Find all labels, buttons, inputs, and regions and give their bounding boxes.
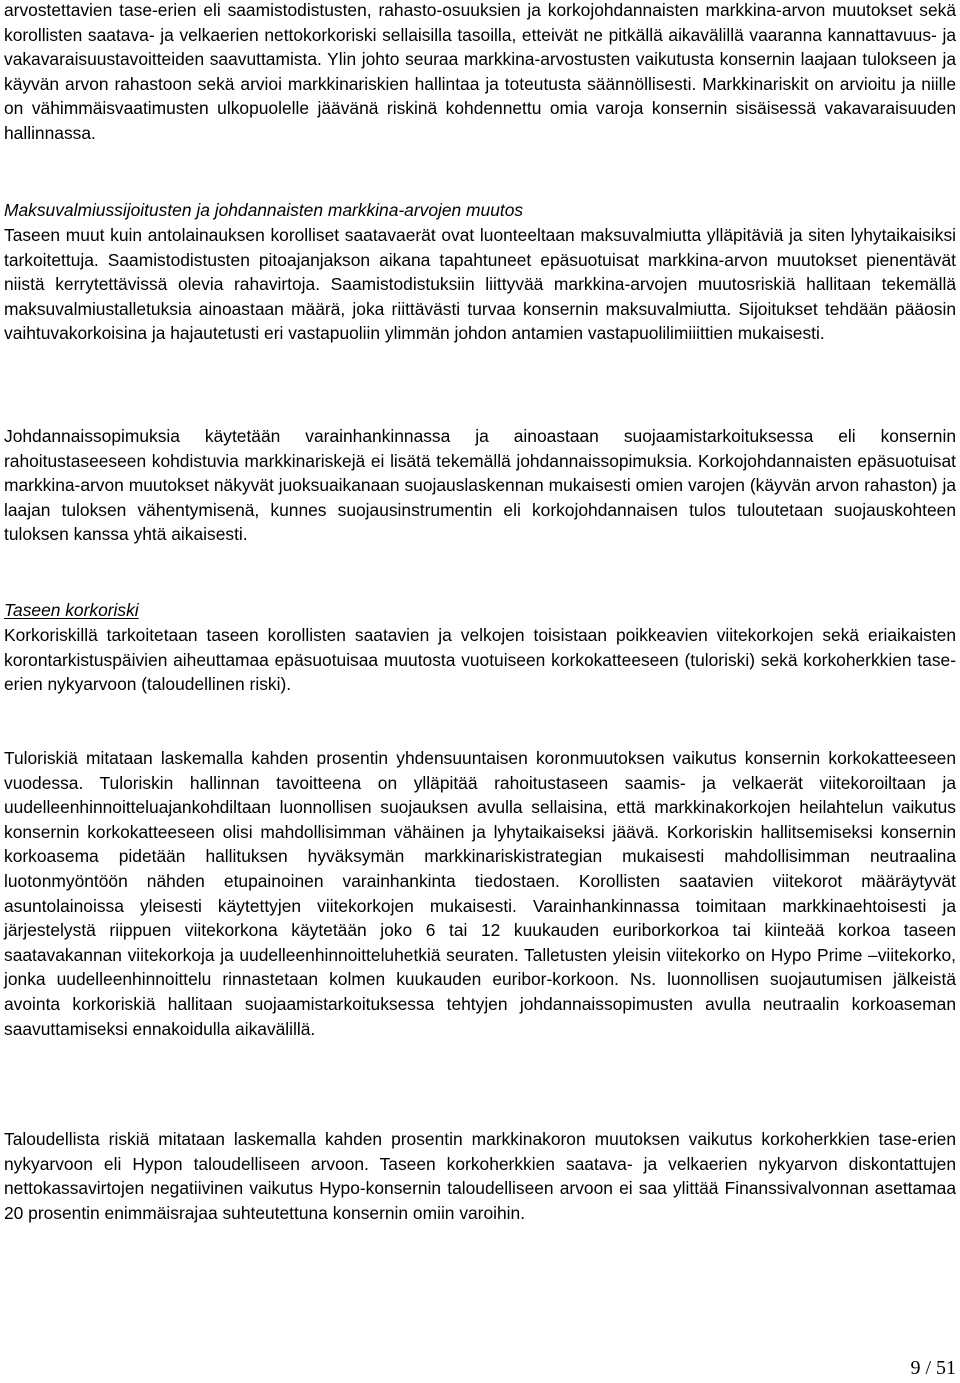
paragraph-market-risk-intro: arvostettavien tase-erien eli saamistodistusten, rahasto-osuuksien ja korkojohdannaisten markkina-arvon muutokset sekä korollisten saatava- ja velkaerien nettokorkoriski sellaisilla tasoilla, etteivät ne pitkällä aikavälillä vaaranna kannattavuus- ja vakavaraisuustavoitteiden saavuttamista. Ylin johto seuraa markkina-arvostusten vaikutusta konsernin laajaan tulokseen ja käyvän arvon rahastoon sekä arvioi markkinariskien hallintaa ja toteutusta säännöllisesti. Markkinariskit on arvioitu ja niille on vähimmäisvaatimusten ulkopuolelle jäävänä riskinä kohdennettu omia varoja konsernin sisäisessä vakavaraisuuden hallinnassa. bbox=[4, 0, 956, 143]
section-heading-interest-rate-risk: Taseen korkoriski bbox=[4, 600, 139, 620]
paragraph-income-risk: Tuloriskiä mitataan laskemalla kahden prosentin yhdensuuntaisen koronmuutoksen vaikutus konsernin korkokatteeseen vuodessa. Tuloriskin hallinnan tavoitteena on ylläpitää rahoitustaseen saamis- ja velkaerät viitekoroiltaan ja uudelleenhinnoitteluajankohdiltaan luonnollisen suojauksen avulla sellaisina, että markkinakorkojen heilahtelun vaikutus konsernin korkokatteeseen olisi mahdollisimman vähäinen ja lyhytaikaiseksi jäävä. Korkoriskin hallitsemiseksi konsernin korkoasema pidetään hallituksen hyväksymän markkinariskistrategian mukaisesti mahdollisimman neutraalina luotonmyöntöön nähden etupainoinen varainhankinta tiedostaen. Korollisten saatavien viitekorot määräytyvät asuntolainoissa yleisesti käytettyjen viitekorkojen mukaisesti. Varainhankinnassa toimitaan markkinaehtoisesti ja järjestelystä riippuen viitekorkona käytetään joko 6 tai 12 kuukauden euriborkorkoa tai kiinteää korkoa taseen saatavakannan viitekorkoja ja uudelleenhinnoitteluhetkiä seuraten. Talletusten yleisin viitekorko on Hypo Prime –viitekorko, jonka uudelleenhinnoittelu rinnastetaan kolmen kuukauden euribor-korkoon. Ns. luonnollisen suojautumisen jälkeistä avointa korkoriskiä hallitaan suojaamistarkoituksessa tehtyjen johdannaissopimusten avulla neutraalin korkoaseman saavuttamiseksi ennakoidulla aikavälillä. bbox=[4, 748, 956, 1039]
page-number: 9 / 51 bbox=[910, 1357, 956, 1379]
paragraph-interest-rate-risk-definition: Korkoriskillä tarkoitetaan taseen korollisten saatavien ja velkojen toisistaan poikkeavien viitekorkojen sekä eriaikaisten korontarkistuspäivien aiheuttamaa epäsuotuisaa muutosta vuotuiseen korkokatteeseen (tuloriski) sekä korkoherkkien tase-erien nykyarvoon (taloudellinen riski). bbox=[4, 625, 956, 695]
section-heading-liquidity-investments: Maksuvalmiussijoitusten ja johdannaisten markkina-arvojen muutos bbox=[4, 200, 524, 220]
paragraph-derivatives: Johdannaissopimuksia käytetään varainhankinnassa ja ainoastaan suojaamistarkoituksessa eli konsernin rahoitustaseeseen kohdistuvia markkinariskejä ei lisätä tekemällä johdannaissopimuksia. Korkojohdannaisten epäsuotuisat markkina-arvon muutokset näkyvät juoksuaikanaan suojauslaskennan mukaisesti omien varojen (käyvän arvon rahaston) ja laajan tuloksen vähentymisenä, kunnes suojausinstrumentin eli korkojohdannaisen tulos tuloutetaan suojauskohteen tuloksen kanssa yhtä aikaisesti. bbox=[4, 426, 956, 545]
paragraph-liquidity-investments: Taseen muut kuin antolainauksen korolliset saatavaerät ovat luonteeltaan maksuvalmiutta ylläpitäviä ja siten lyhytaikaisiksi tarkoitettuja. Saamistodistusten pitoajanjakson aikana tapahtuneet epäsuotuisat markkina-arvon muutokset pienentävät niistä kerrytettävissä olevia rahavirtoja. Saamistodistuksiin liittyvää markkina-arvojen muutosriskiä hallitaan tekemällä maksuvalmiustalletuksia ainoastaan määrä, joka riittävästi turvaa konsernin maksuvalmiutta. Sijoitukset tehdään pääosin vaihtuvakorkoisina ja hajautetusti eri vastapuoliin ylimmän johdon antamien vastapuolilimiiittien mukaisesti. bbox=[4, 225, 956, 344]
paragraph-economic-risk: Taloudellista riskiä mitataan laskemalla kahden prosentin markkinakoron muutoksen vaikutus korkoherkkien tase-erien nykyarvoon eli Hypon taloudelliseen arvoon. Taseen korkoherkkien saatava- ja velkaerien nykyarvon diskontattujen nettokassavirtojen negatiivinen vaikutus Hypo-konsernin taloudelliseen arvoon ei saa ylittää Finanssivalvonnan asettamaa 20 prosentin enimmäisrajaa suhteutettuna konsernin omiin varoihin. bbox=[4, 1129, 956, 1223]
